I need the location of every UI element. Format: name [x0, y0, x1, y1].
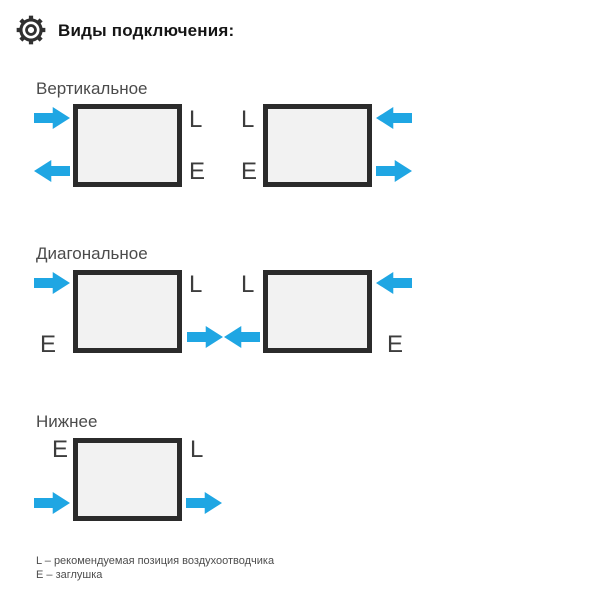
legend-line-e: E – заглушка [36, 569, 103, 581]
arrow-left-icon [224, 326, 260, 348]
radiator-box [73, 438, 182, 521]
arrow-right-icon [34, 107, 70, 129]
port-label-l: L [241, 106, 255, 133]
port-label-e: E [40, 331, 57, 358]
port-label-e: E [189, 158, 206, 185]
arrow-left-icon [34, 160, 70, 182]
radiator-box [73, 270, 182, 353]
port-label-e: E [387, 331, 404, 358]
port-label-e: E [52, 436, 69, 463]
arrow-left-icon [376, 272, 412, 294]
gear-icon [14, 13, 48, 47]
radiator-box [263, 104, 372, 187]
legend-line-l: L – рекомендуемая позиция воздухоотводчика [36, 555, 275, 567]
arrow-left-icon [376, 107, 412, 129]
radiator-box [263, 270, 372, 353]
port-label-l: L [241, 271, 255, 298]
radiator-box [73, 104, 182, 187]
section-title-diagonal: Диагональное [36, 244, 148, 263]
section-title-bottom: Нижнее [36, 412, 98, 431]
section-title-vertical: Вертикальное [36, 79, 148, 98]
legend [36, 554, 274, 582]
port-label-l: L [189, 271, 203, 298]
port-label-l: L [189, 106, 203, 133]
port-label-e: E [241, 158, 258, 185]
page-title: Виды подключения: [58, 21, 235, 40]
port-label-l: L [190, 436, 204, 463]
arrow-right-icon [376, 160, 412, 182]
arrow-right-icon [34, 272, 70, 294]
arrow-right-icon [186, 492, 222, 514]
arrow-right-icon [187, 326, 223, 348]
arrow-right-icon [34, 492, 70, 514]
